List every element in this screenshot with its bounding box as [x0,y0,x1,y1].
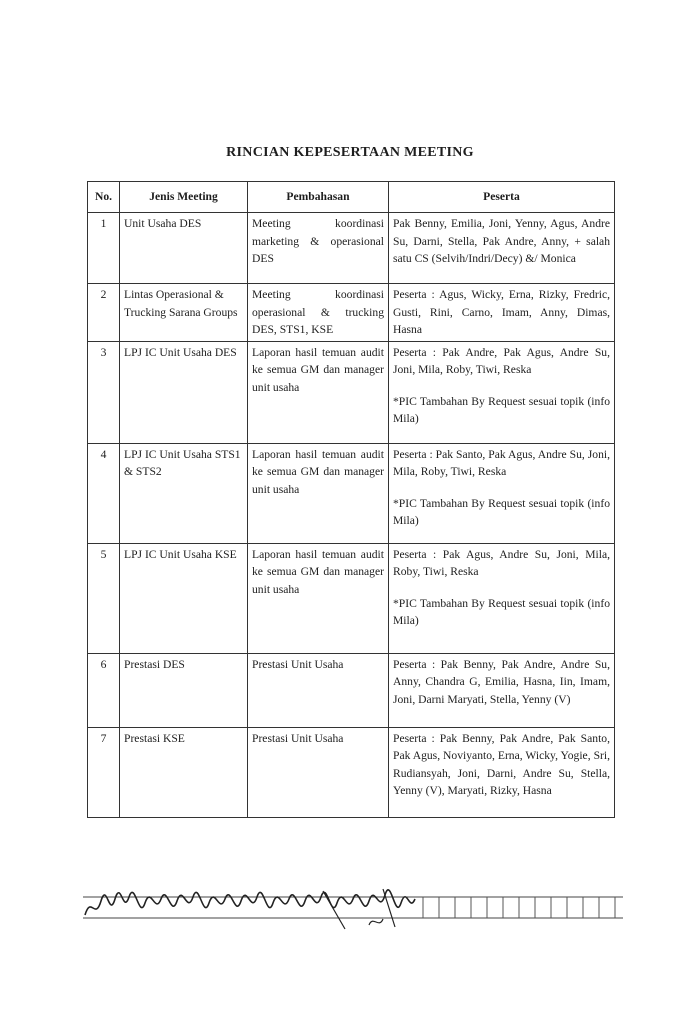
document-title: RINCIAN KEPESERTAAN MEETING [226,145,474,160]
table-row [88,653,615,727]
row-number: 2 [88,284,120,342]
meeting-topic: Laporan hasil temuan audit ke semua GM dan manager unit usaha [248,543,389,653]
meeting-topic: Laporan hasil temuan audit ke semua GM dan manager unit usaha [248,341,389,443]
meeting-topic: Prestasi Unit Usaha [248,727,389,817]
participants-list: Peserta : Agus, Wicky, Erna, Rizky, Fredric, Gusti, Rini, Carno, Imam, Anny, Dimas, Hasna [393,288,610,336]
meeting-topic: Laporan hasil temuan audit ke semua GM dan manager unit usaha [248,443,389,543]
participants [389,213,615,284]
participants [389,341,615,443]
meeting-type: LPJ IC Unit Usaha STS1 & STS2 [120,443,248,543]
header-peserta: Peserta [389,182,615,213]
meeting-type: Prestasi KSE [120,727,248,817]
meeting-participants-table [87,181,615,818]
participants [389,653,615,727]
signature-scribble [85,890,415,915]
meeting-topic: Meeting koordinasi operasional & trucking DES, STS1, KSE [248,284,389,342]
meeting-type: LPJ IC Unit Usaha KSE [120,543,248,653]
strip-cells [423,897,615,918]
participants-list: Peserta : Pak Benny, Pak Andre, Andre Su, Anny, Chandra G, Emilia, Hasna, Iin, Imam, Joni, Darni Maryati, Stella, Yenny (V) [393,657,610,706]
header-no: No. [88,182,120,213]
row-number: 4 [88,443,120,543]
participants-note: *PIC Tambahan By Request sesuai topik (info Mila) [393,496,610,527]
row-number: 3 [88,341,120,443]
row-number: 6 [88,653,120,727]
header-pembahasan: Pembahasan [248,182,389,213]
participants [389,543,615,653]
participants [389,443,615,543]
table-row [88,443,615,543]
row-number: 1 [88,213,120,284]
participants-note: *PIC Tambahan By Request sesuai topik (info Mila) [393,596,610,627]
table-row [88,213,615,284]
table-row [88,284,615,342]
participants-note: *PIC Tambahan By Request sesuai topik (info Mila) [393,394,610,425]
signature-strip [83,885,623,935]
header-jenis-meeting: Jenis Meeting [120,182,248,213]
row-number: 5 [88,543,120,653]
table-row [88,543,615,653]
meeting-type: LPJ IC Unit Usaha DES [120,341,248,443]
meeting-type: Unit Usaha DES [120,213,248,284]
row-number: 7 [88,727,120,817]
participants-list: Peserta : Pak Benny, Pak Andre, Pak Santo, Pak Agus, Noviyanto, Erna, Wicky, Yogie, Sri, Rudiansyah, Joni, Darni, Andre Su, Stella, Yenny (V), Maryati, Rizky, Hasna [393,731,610,797]
table-row [88,341,615,443]
table-row [88,727,615,817]
meeting-type: Prestasi DES [120,653,248,727]
participants [389,284,615,342]
participants [389,727,615,817]
participants-list: Peserta : Pak Andre, Pak Agus, Andre Su, Joni, Mila, Roby, Tiwi, Reska [393,345,610,376]
participants-list: Peserta : Pak Agus, Andre Su, Joni, Mila, Roby, Tiwi, Reska [393,547,610,578]
table-header-row [88,182,615,213]
meeting-topic: Prestasi Unit Usaha [248,653,389,727]
participants-list: Peserta : Pak Santo, Pak Agus, Andre Su, Joni, Mila, Roby, Tiwi, Reska [393,447,610,478]
meeting-topic: Meeting koordinasi marketing & operasional DES [248,213,389,284]
participants-list: Pak Benny, Emilia, Joni, Yenny, Agus, Andre Su, Darni, Stella, Pak Andre, Anny, + salah satu CS (Selvih/Indri/Decy) &/ Monica [393,217,610,265]
meeting-type: Lintas Operasional & Trucking Sarana Groups [120,284,248,342]
